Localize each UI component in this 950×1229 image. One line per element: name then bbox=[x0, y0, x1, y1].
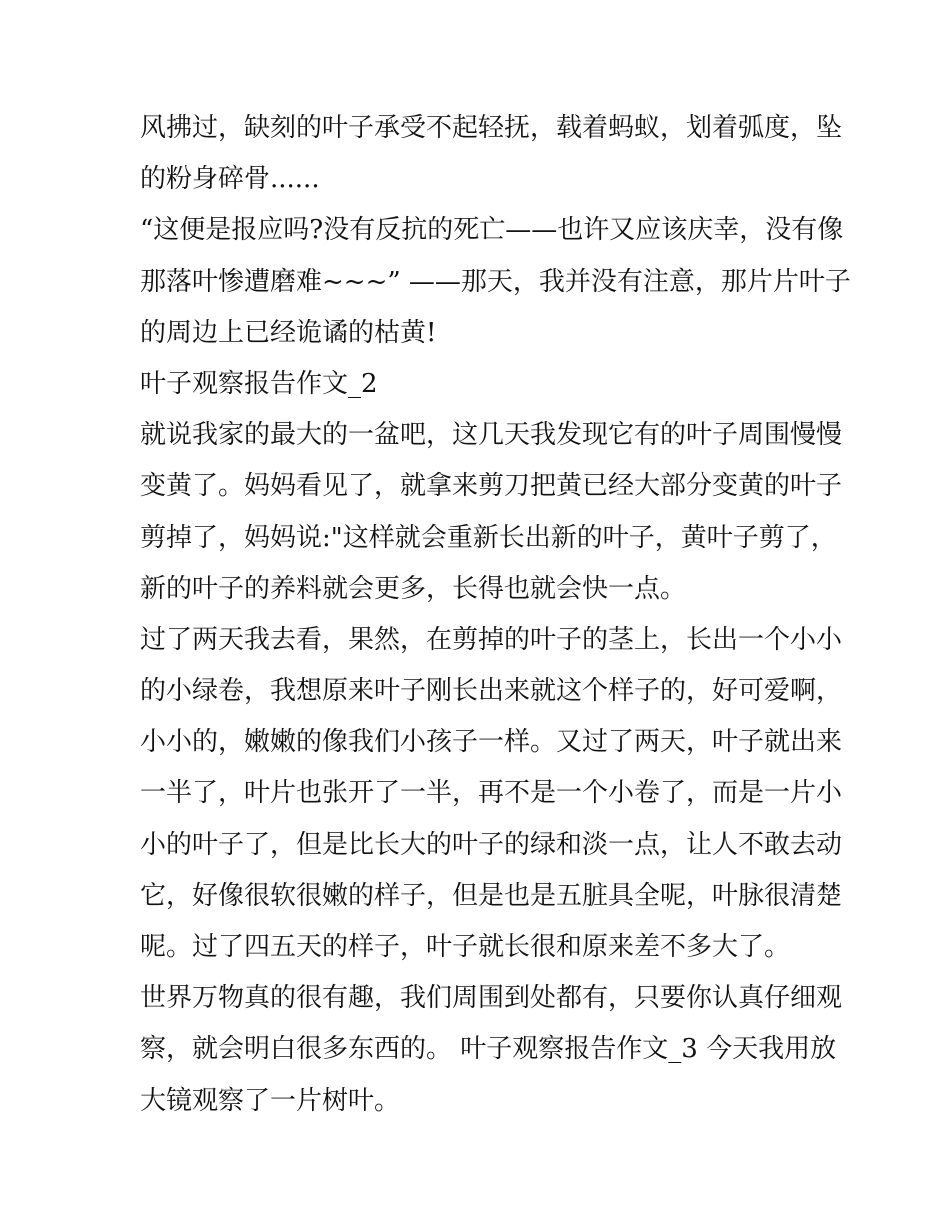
text-line: 那落叶惨遭磨难~~~” ——那天，我并没有注意，那片片叶子 bbox=[140, 266, 851, 297]
text-line: 变黄了。妈妈看见了，就拿来剪刀把黄已经大部分变黄的叶子 bbox=[140, 471, 843, 502]
text-line: 的粉身碎骨...... bbox=[140, 164, 320, 195]
document-body bbox=[140, 103, 851, 1127]
text-line: 的小绿卷，我想原来叶子刚长出来就这个样子的，好可爱啊， bbox=[140, 676, 843, 707]
text-line: “这便是报应吗?没有反抗的死亡——也许又应该庆幸，没有像 bbox=[140, 215, 844, 246]
text-line: 就说我家的最大的一盆吧，这几天我发现它有的叶子周围慢慢 bbox=[140, 420, 843, 451]
text-line: 一半了，叶片也张开了一半，再不是一个小卷了，而是一片小 bbox=[140, 778, 843, 809]
text-line: 小小的，嫩嫩的像我们小孩子一样。又过了两天，叶子就出来 bbox=[140, 727, 843, 758]
text-line: 剪掉了，妈妈说:"这样就会重新长出新的叶子，黄叶子剪了， bbox=[140, 522, 837, 553]
text-line: 大镜观察了一片树叶。 bbox=[140, 1085, 401, 1116]
text-line: 风拂过，缺刻的叶子承受不起轻抚，载着蚂蚁，划着弧度，坠 bbox=[140, 113, 843, 143]
text-line: 察，就会明白很多东西的。 叶子观察报告作文_3 今天我用放 bbox=[140, 1034, 837, 1065]
text-line: 小的叶子了，但是比长大的叶子的绿和淡一点，让人不敢去动 bbox=[140, 829, 843, 860]
text-line: 呢。过了四五天的样子，叶子就长很和原来差不多大了。 bbox=[140, 932, 791, 962]
text-line: 新的叶子的养料就会更多，长得也就会快一点。 bbox=[140, 573, 687, 604]
text-line: 它，好像很软很嫩的样子，但是也是五脏具全呢，叶脉很清楚 bbox=[140, 880, 843, 911]
text-line: 过了两天我去看，果然，在剪掉的叶子的茎上，长出一个小小 bbox=[140, 624, 843, 655]
text-line: 世界万物真的很有趣，我们周围到处都有，只要你认真仔细观 bbox=[140, 983, 843, 1014]
section-heading: 叶子观察报告作文_2 bbox=[140, 368, 378, 399]
text-line: 的周边上已经诡谲的枯黄! bbox=[140, 317, 437, 348]
